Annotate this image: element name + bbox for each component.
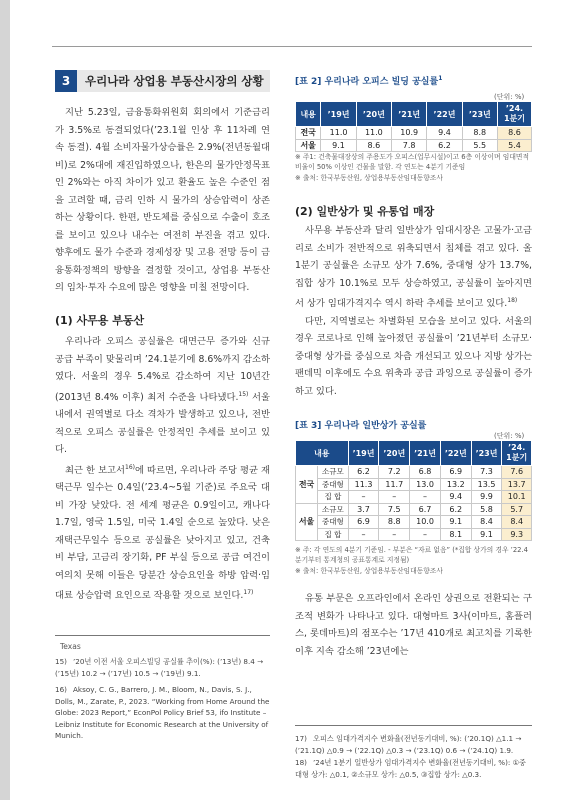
table3-cell: 5.7 bbox=[502, 503, 532, 516]
table3-cell: 3.7 bbox=[348, 503, 379, 516]
table3-cell: 6.9 bbox=[348, 516, 379, 529]
table3-cell: 6.9 bbox=[440, 466, 471, 479]
table3-cell: 13.7 bbox=[502, 478, 532, 491]
section-heading bbox=[55, 70, 270, 92]
table3-cell: 7.3 bbox=[471, 466, 502, 479]
table-row bbox=[296, 478, 532, 491]
table2-header-cell: ’22년 bbox=[427, 102, 462, 127]
section-number: 3 bbox=[55, 70, 77, 92]
table2-header-cell: ’21년 bbox=[392, 102, 427, 127]
table2-cell: 8.6 bbox=[356, 139, 391, 152]
retail-paragraph-1: 사무용 부동산과 달리 일반상가 임대시장은 고물가·고금리로 소비가 전반적으로 위축되면서 침체를 겪고 있다. 올 1분기 공실률은 소규모 상가 7.6%, 중대형 상가 13.7%, 집합 상가 10.1%로 모두 상승하였고, 공실률이 높아지면서 상가 임대가격지수 역시 하락 추세를 보이고 있다.$^{18)}$ bbox=[295, 225, 532, 310]
table2-header-cell: ’20년 bbox=[356, 102, 391, 127]
table3-cell: – bbox=[410, 491, 441, 504]
table2-header-cell: ’23년 bbox=[462, 102, 497, 127]
table3-cell: – bbox=[348, 491, 379, 504]
table3-cell: 8.1 bbox=[440, 528, 471, 541]
table3-cell: 5.8 bbox=[471, 503, 502, 516]
page-edge-tab bbox=[0, 0, 10, 800]
table2-cell: 6.2 bbox=[427, 139, 462, 152]
table2-header-cell: 내용 bbox=[296, 102, 321, 127]
table2-row-label: 전국 bbox=[296, 127, 321, 140]
table2-caption: [표 2] 우리나라 오피스 빌딩 공실률$^1$ bbox=[295, 75, 443, 87]
table3-type-label: 중대형 bbox=[318, 478, 349, 491]
table-row bbox=[296, 491, 532, 504]
table3-cell: 7.5 bbox=[379, 503, 410, 516]
table2-cell: 5.5 bbox=[462, 139, 497, 152]
footnote-divider bbox=[55, 635, 270, 636]
table2-cell: 11.0 bbox=[356, 127, 391, 140]
table-row bbox=[296, 503, 532, 516]
table3-type-label: 소규모 bbox=[318, 466, 349, 479]
table2-header-row bbox=[296, 102, 532, 127]
footnote-15: 15) ’20년 이전 서울 오피스빌딩 공실률 추이(%): (’13년) 8.4 → (’15년) 10.2 → (’17년) 10.5 → (’19년) 9.1. bbox=[55, 657, 264, 678]
footnote-16: 16) Aksoy, C. G., Barrero, J. M., Bloom, N., Davis, S. J., Dolls, M., Zarate, P., 2023. “Working from Home Around the Globe: 2023 Report,” EconPol Policy Brief 53, ifo Institute – Leibniz Institute for Economic Research at the University of Munich. bbox=[55, 685, 270, 740]
table2-cell: 5.4 bbox=[497, 139, 531, 152]
table3-cell: 7.2 bbox=[379, 466, 410, 479]
table3-cell: 7.6 bbox=[502, 466, 532, 479]
table3-header-cell: ’24. 1분기 bbox=[502, 441, 532, 466]
table2-header-cell: ’24. 1분기 bbox=[497, 102, 531, 127]
table2-unit: (단위: %) bbox=[494, 93, 525, 101]
footnote-ref-15[interactable]: 15) bbox=[238, 390, 249, 398]
table3-header-cell: ’23년 bbox=[471, 441, 502, 466]
table-row bbox=[296, 466, 532, 479]
table2-header-cell: ’19년 bbox=[321, 102, 356, 127]
header-rule bbox=[52, 46, 532, 47]
table3-cell: 6.7 bbox=[410, 503, 441, 516]
table3-cell: 9.4 bbox=[440, 491, 471, 504]
footnote-ref-16[interactable]: 16) bbox=[125, 463, 135, 471]
table3-cell: 6.2 bbox=[440, 503, 471, 516]
table2-note: ※ 주1: 건축물대장상의 주용도가 오피스(업무시설)이고 6층 이상이며 임대면적비율이 50% 이상인 건물을 말함. 각 연도는 4분기 기준임 bbox=[295, 153, 530, 171]
footnote-18: 18) ’24년 1분기 일반상가 임대가격지수 변화율(전년동기대비, %): ①중대형 상가: △0.1, ②소규모 상가: △0.5, ③집합 상가: △0.3. bbox=[295, 758, 526, 779]
table3-cell: – bbox=[348, 528, 379, 541]
table3-cell: 9.1 bbox=[471, 528, 502, 541]
table3-header-cell: 내용 bbox=[296, 441, 349, 466]
footnote-17: 17) 오피스 임대가격지수 변화율(전년동기대비, %): (’20.1Q) △1.1 → (’21.1Q) △0.9 → (’22.1Q) △0.3 → (’23.1Q) 0.6 → (’24.1Q) 1.9. bbox=[295, 734, 522, 755]
table2-office-vacancy bbox=[295, 101, 532, 152]
subheading-office: (1) 사무용 부동산 bbox=[55, 313, 145, 327]
table3-header-row bbox=[296, 441, 532, 466]
retail-body bbox=[295, 222, 532, 400]
table2-row-label: 서울 bbox=[296, 139, 321, 152]
table3-cell: 9.1 bbox=[440, 516, 471, 529]
table3-cell: 11.7 bbox=[379, 478, 410, 491]
table3-cell: 13.2 bbox=[440, 478, 471, 491]
table3-source: ※ 출처: 한국부동산원, 상업용부동산임대동향조사 bbox=[295, 567, 443, 575]
distribution-paragraph: 유통 부문은 오프라인에서 온라인 상권으로 전환되는 구조적 변화가 나타나고 있다. 대형마트 3사(이마트, 홈플러스, 롯데마트)의 점포수는 ’17년 410개로 최고치를 기록한 이후 지속 감소해 ’23년에는 bbox=[295, 593, 532, 657]
footnote-continuation: Texas bbox=[60, 642, 81, 651]
table3-type-label: 집 합 bbox=[318, 528, 349, 541]
footnote-divider-right bbox=[295, 725, 532, 726]
table3-caption: [표 3] 우리나라 일반상가 공실률 bbox=[295, 421, 427, 431]
table3-cell: 9.3 bbox=[502, 528, 532, 541]
table3-cell: 10.0 bbox=[410, 516, 441, 529]
office-paragraph-1: 우리나라 오피스 공실률은 대면근무 증가와 신규 공급 부족이 맞물리며 ’24.1분기에 8.6%까지 감소하였다. 서울의 경우 5.4%로 감소하여 지난 10년간(2013년 8.4% 이후) 최저 수준을 나타냈다.$^{15)}$ 서울 내에서 권역별로 다소 격차가 발생하고 있으나, 전반적으로 오피스 공실률은 안정적인 추세를 보이고 있다. bbox=[55, 336, 270, 456]
table3-header-cell: ’22년 bbox=[440, 441, 471, 466]
table3-retail-vacancy bbox=[295, 440, 532, 541]
table3-type-label: 소규모 bbox=[318, 503, 349, 516]
retail-paragraph-2: 다만, 지역별로는 차별화된 모습을 보이고 있다. 서울의 경우 코로나로 인해 높아졌던 공실률이 ’21년부터 소규모·중대형 상가를 중심으로 차츰 개선되고 있으나 지방 상가는 팬데믹 이후에도 수요 위축과 공급 과잉으로 공실률이 증가하고 있다. bbox=[295, 315, 532, 397]
table3-header-cell: ’21년 bbox=[410, 441, 441, 466]
distribution-body bbox=[295, 590, 532, 660]
table3-unit: (단위: %) bbox=[494, 432, 525, 440]
table3-cell: 13.5 bbox=[471, 478, 502, 491]
table2-cell: 9.1 bbox=[321, 139, 356, 152]
table3-type-label: 집 합 bbox=[318, 491, 349, 504]
table2-cell: 11.0 bbox=[321, 127, 356, 140]
section-title: 우리나라 상업용 부동산시장의 상황 bbox=[85, 74, 264, 88]
table3-region-label: 전국 bbox=[296, 466, 318, 504]
footnote-ref-18[interactable]: 18) bbox=[507, 297, 518, 304]
table3-cell: 10.1 bbox=[502, 491, 532, 504]
table2-cell: 9.4 bbox=[427, 127, 462, 140]
table3-cell: 8.8 bbox=[379, 516, 410, 529]
table2-source: ※ 출처: 한국부동산원, 상업용부동산임대동향조사 bbox=[295, 174, 443, 182]
table3-cell: 6.2 bbox=[348, 466, 379, 479]
table3-header-cell: ’20년 bbox=[379, 441, 410, 466]
table3-type-label: 중대형 bbox=[318, 516, 349, 529]
table3-region-label: 서울 bbox=[296, 503, 318, 541]
office-paragraph-2: 최근 한 보고서$^{16)}$에 따르면, 우리나라 주당 평균 재택근무 일수는 0.4일(’23.4~5월 기준)로 주요국 대비 가장 낮았다. 전 세계 평균은 0.9일이고, 캐나다 1.7일, 영국 1.5일, 미국 1.4일 순으로 높았다. 낮은 재택근무일수 등으로 공실률은 낮아지고 있고, 건축비 부담, 고금리 장기화, PF 부실 등으로 공급 여건이 여의치 못해 이들은 당분간 상승요인을 하방 압력·임대료 상승압력 요인으로 작용할 것으로 보인다.$^{17)}$ bbox=[55, 463, 271, 602]
table3-note: ※ 주: 각 연도의 4분기 기준임. - 부분은 “자료 없음” (*집합 상가의 경우 ’22.4분기부터 통계청의 공표통계로 지정됨) bbox=[295, 546, 528, 564]
table2-cell: 10.9 bbox=[392, 127, 427, 140]
table3-cell: 13.0 bbox=[410, 478, 441, 491]
table-row bbox=[296, 127, 532, 140]
table3-cell: – bbox=[379, 491, 410, 504]
table2-cell: 7.8 bbox=[392, 139, 427, 152]
left-body bbox=[55, 104, 270, 605]
table-row bbox=[296, 528, 532, 541]
table3-cell: 6.8 bbox=[410, 466, 441, 479]
footnote-ref-17[interactable]: 17) bbox=[243, 589, 254, 597]
table2-cell: 8.6 bbox=[497, 127, 531, 140]
table3-cell: – bbox=[379, 528, 410, 541]
table3-cell: 8.4 bbox=[471, 516, 502, 529]
table3-cell: 8.4 bbox=[502, 516, 532, 529]
table2-cell: 8.8 bbox=[462, 127, 497, 140]
table3-cell: 9.9 bbox=[471, 491, 502, 504]
table3-header-cell: ’19년 bbox=[348, 441, 379, 466]
subheading-retail: (2) 일반상가 및 유통업 매장 bbox=[295, 205, 435, 218]
table-row bbox=[296, 516, 532, 529]
table3-cell: – bbox=[410, 528, 441, 541]
table-row bbox=[296, 139, 532, 152]
table3-cell: 11.3 bbox=[348, 478, 379, 491]
intro-paragraph: 지난 5.23일, 금융통화위원회 회의에서 기준금리가 3.5%로 동결되었다(’23.1월 인상 후 11차례 연속 동결). 4월 소비자물가상승률은 2.9%(전년동월대비)로 2%대에 재진입하였으나, 한은의 물가안정목표인 2%와는 아직 차이가 있고 환율도 높은 수준인 점을 고려할 때, 금리 인하 시 물가의 상승압력이 상존하는 상황이다. 한편, 반도체를 중심으로 수출이 호조를 보이고 있으나 내수는 여전히 부진을 겪고 있다. 향후에도 물가 수준과 경제성장 및 고용 전망 등이 금융통화정책의 방향을 결정할 것이고, 상업용 부동산의 임차·투자 수요에 많은 영향을 미칠 전망이다. bbox=[55, 107, 270, 293]
